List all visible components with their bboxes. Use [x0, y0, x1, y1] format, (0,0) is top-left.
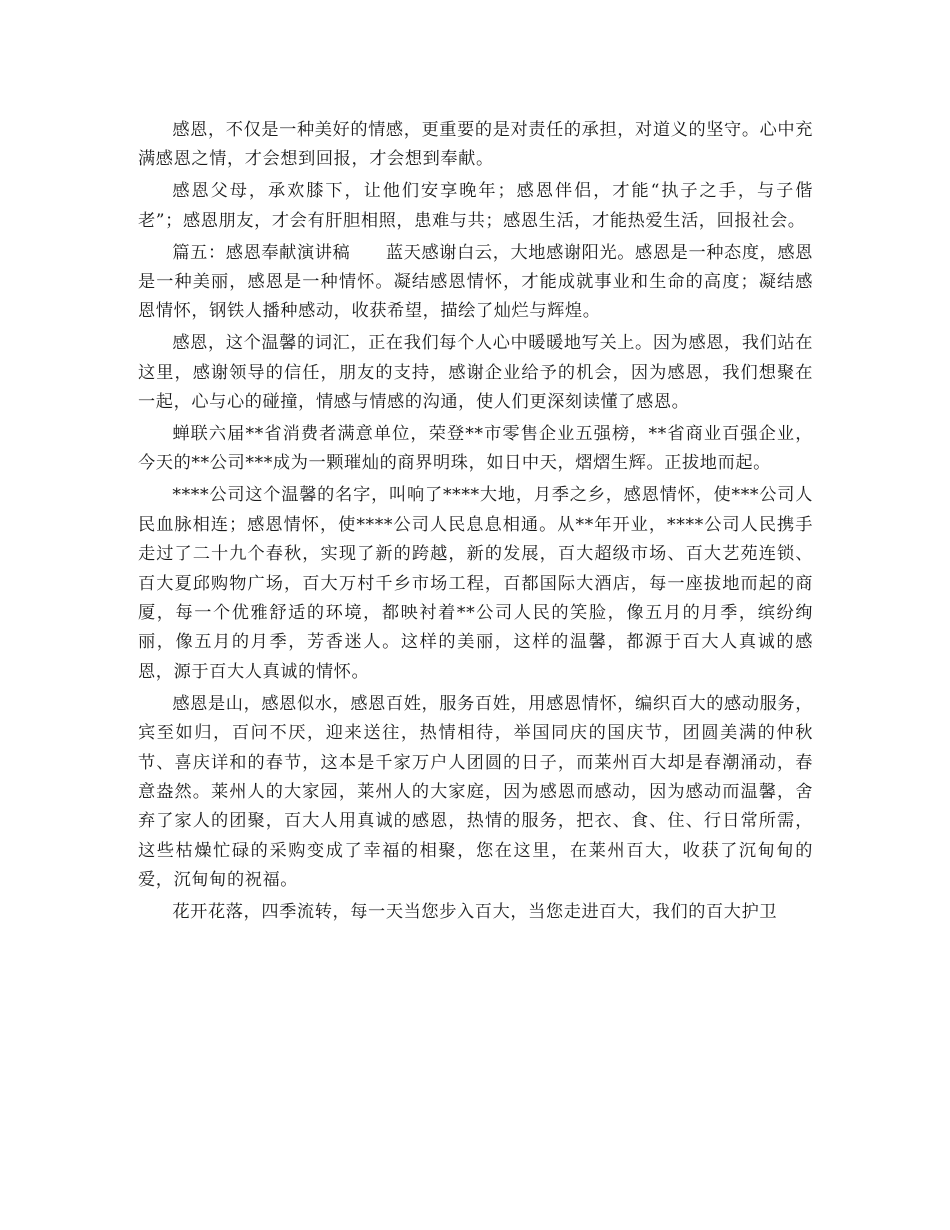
document-body — [138, 116, 813, 930]
paragraph-7: 感恩是山，感恩似水，感恩百姓，服务百姓，用感恩情怀，编织百大的感动服务，宾至如归，百问不厌，迎来送往，热情相待，举国同庆的国庆节，团圆美满的仲秋节、喜庆详和的春节，这本是千家万户人团圆的日子，而莱州百大却是春潮涌动，春意盎然。莱州人的大家园，莱州人的大家庭，因为感恩而感动，因为感动而温馨，舍弃了家人的团聚，百大人用真诚的感恩，热情的服务，把衣、食、住、行日常所需，这些枯燥忙碌的采购变成了幸福的相聚，您在这里，在莱州百大，收获了沉甸甸的爱，沉甸甸的祝福。 — [138, 693, 813, 891]
paragraph-5: 蝉联六届**省消费者满意单位，荣登**市零售企业五强榜，**省商业百强企业，今天的**公司***成为一颗璀灿的商界明珠，如日中天，熠熠生辉。正拔地而起。 — [138, 424, 813, 474]
paragraph-4: 感恩，这个温馨的词汇，正在我们每个人心中暖暖地写关上。因为感恩，我们站在这里，感谢领导的信任，朋友的支持，感谢企业给予的机会，因为感恩，我们想聚在一起，心与心的碰撞，情感与情感的沟通，使人们更深刻读懂了感恩。 — [138, 333, 813, 413]
paragraph-8: 花开花落，四季流转，每一天当您步入百大，当您走进百大，我们的百大护卫 — [172, 902, 778, 923]
paragraph-1: 感恩，不仅是一种美好的情感，更重要的是对责任的承担，对道义的坚守。心中充满感恩之情，才会想到回报，才会想到奉献。 — [138, 120, 813, 170]
paragraph-6: ****公司这个温馨的名字，叫响了****大地，月季之乡，感恩情怀，使***公司人民血脉相连；感恩情怀，使****公司人民息息相通。从**年开业，****公司人民携手走过了二十九个春秋，实现了新的跨越，新的发展，百大超级市场、百大艺苑连锁、百大夏邱购物广场，百大万村千乡市场工程，百都国际大酒店，每一座拔地而起的商厦，每一个优雅舒适的环境，都映衬着**公司人民的笑脸，像五月的月季，缤纷绚丽，像五月的月季，芳香迷人。这样的美丽，这样的温馨，都源于百大人真诚的感恩，源于百大人真诚的情怀。 — [138, 485, 813, 682]
paragraph-2: 感恩父母，承欢膝下，让他们安享晚年；感恩伴侣，才能“执子之手，与子偕老”；感恩朋友，才会有肝胆相照，患难与共；感恩生活，才能热爱生活，回报社会。 — [138, 181, 813, 231]
paragraph-3: 篇五：感恩奉献演讲稿 蓝天感谢白云，大地感谢阳光。感恩是一种态度，感恩是一种美丽，感恩是一种情怀。凝结感恩情怀，才能成就事业和生命的高度；凝结感恩情怀，钢铁人播种感动，收获希望，描绘了灿烂与辉煌。 — [138, 242, 813, 322]
